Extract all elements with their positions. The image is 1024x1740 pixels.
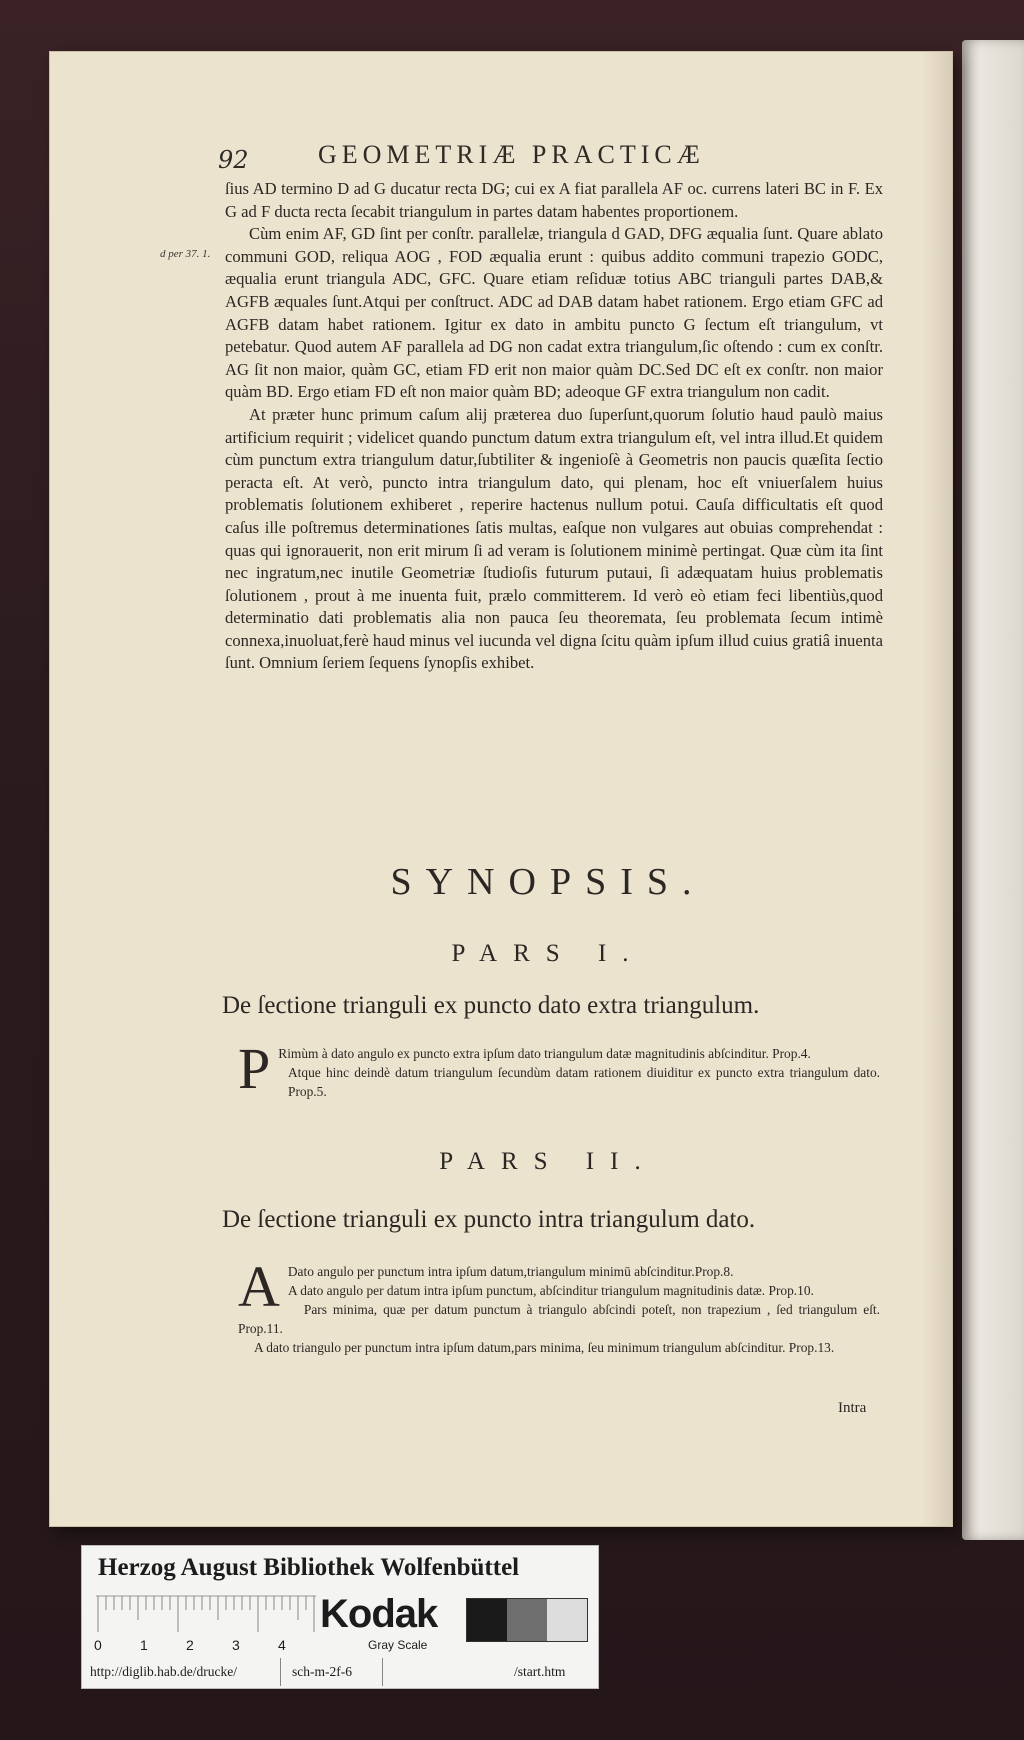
paragraph-3: At præter hunc primum caſum alij præterea duo ſuperſunt,quorum ſolutio haud paulò maius artificium requirit ; videlicet quando punctum datum extra triangulum eſt, vel intra illud.Et quidem cùm punctum extra triangulum datur,ſubtiliter & ingenioſè à Geometris non paucis quæſita ſectio peracta eſt. At verò, puncto intra triangulum dato, qui plenam, hoc eſt vniuerſalem huius problematis ſolutionem exhiberet , reperire hactenus nullum potui. Cauſa difficultatis eſt quod caſus ille poſtremus determinationes ſatis multas, eaſque non vulgares aut obuias comprehendat : quas qui ignorauerit, non erit mirum ſi ad veram is ſolutionem minimè pertingat. Quæ cùm ita ſint nec ingratum,nec inutile Geometriæ ſtudioſis futurum putaui, ſi adæquatam huius problematis ſolutionem , prout à me inuenta fuit, prælo committerem. Id verò eò etiam feci libentiùs,quod determinatio dati problematis alia non pauca ſeu theoremata, ſeu problemata ſecum intimè connexa,inuoluat,ferè haud minus vel iucunda vel digna ſcitu quàm ipſum illud cuius gratiâ inuenta ſunt. Omnium ſeriem ſequens ſynopſis exhibet. xyxy=(225,404,883,673)
pars-2-line-4: A dato triangulo per punctum intra ipſum datum,pars minima, ſeu minimum triangulum abſcinditur. Prop.13. xyxy=(254,1340,835,1355)
ruler-number: 4 xyxy=(278,1637,286,1653)
adjacent-page-edge xyxy=(962,40,1024,1540)
pars-2-text xyxy=(238,1254,880,1357)
kodak-brand: Kodak xyxy=(320,1592,438,1636)
library-scale-label xyxy=(81,1545,599,1689)
catchword: Intra xyxy=(838,1400,867,1416)
body-text xyxy=(225,178,883,675)
pars-1-line-1: Rimùm à dato angulo ex puncto extra ipſum dato triangulum datæ magnitudinis abſcinditur. Prop.4. xyxy=(278,1046,811,1061)
url-divider xyxy=(382,1658,383,1686)
pars-2-heading: PARS II. xyxy=(439,1148,657,1175)
synopsis-heading: SYNOPSIS. xyxy=(390,861,706,903)
pars-2-line-1: Dato angulo per punctum intra ipſum datum,triangulum minimū abſcinditur.Prop.8. xyxy=(287,1264,734,1279)
pars-2-line-3: Pars minima, quæ per datum punctum à triangulo abſcindi poteſt, non trapezium , ſed triangulum eſt. Prop.11. xyxy=(238,1302,880,1336)
url-divider xyxy=(280,1658,281,1686)
pars-1-line-2: Atque hinc deindè datum triangulum ſecundùm datam rationem diuiditur ex puncto extra triangulum dato. Prop.5. xyxy=(288,1065,880,1099)
swatch-light xyxy=(547,1599,587,1641)
url-end: /start.htm xyxy=(514,1664,566,1679)
ruler-number: 0 xyxy=(94,1637,102,1653)
page-number: 92 xyxy=(218,146,249,174)
ruler-number: 1 xyxy=(140,1637,148,1653)
url-row xyxy=(82,1658,598,1686)
pars-1-dropcap: P xyxy=(238,1036,271,1101)
pars-1-title: De ſectione trianguli ex puncto dato extra triangulum. xyxy=(222,992,760,1019)
pars-2-line-2: A dato angulo per datum intra ipſum punctum, abſcinditur triangulum magnitudinis datæ. Prop.10. xyxy=(288,1283,814,1298)
running-title: GEOMETRIÆ PRACTICÆ xyxy=(318,140,705,169)
pars-2-dropcap: A xyxy=(238,1254,280,1319)
url-base: http://diglib.hab.de/drucke/ xyxy=(90,1664,237,1679)
swatch-dark xyxy=(467,1599,507,1641)
shelfmark: sch-m-2f-6 xyxy=(292,1664,352,1679)
library-name: Herzog August Bibliothek Wolfenbüttel xyxy=(98,1554,520,1581)
pars-1-heading: PARS I. xyxy=(451,940,645,967)
paragraph-1: ſius AD termino D ad G ducatur recta DG; cui ex A fiat parallela AF oc. currens lateri BC in F. Ex G ad F ducta recta ſecabit triangulum in partes datam habentes proportionem. xyxy=(225,179,883,221)
grayscale-caption: Gray Scale xyxy=(368,1638,428,1652)
running-head xyxy=(218,140,818,174)
ruler-number: 3 xyxy=(232,1637,240,1653)
paragraph-2: Cùm enim AF, GD ſint per conſtr. parallelæ, triangula d GAD, DFG æqualia ſunt. Quare ablato communi GOD, reliqua AOG , FOD æqualia erunt : quibus addito communi trapezio GODC, æqualia erunt triangula ADC, GFC. Quare etiam reſiduæ totius ABC trianguli partes DAB,& AGFB æquales ſunt.Atqui per conſtruct. ADC ad DAB datam habet rationem. Ergo etiam GFC ad AGFB datam habet rationem. Igitur ex dato in ambitu puncto G ſectum eſt triangulum, vt petebatur. Quod autem AF parallela ad DG non cadat extra triangulum,ſic oſtendo : cum ex conſtr. AG ſit non maior, quàm GC, etiam FD erit non maior quàm DC.Sed DC eſt ex conſtr. non maior quàm BD. Ergo etiam FD eſt non maior quàm BD; adeoque GF extra triangulum non cadit. xyxy=(225,224,883,402)
ruler-number: 2 xyxy=(186,1637,194,1653)
pars-1-text xyxy=(238,1036,880,1101)
pars-2-title: De ſectione trianguli ex puncto intra triangulum dato. xyxy=(222,1206,756,1233)
gray-scale-swatches xyxy=(466,1598,588,1642)
margin-note: d per 37. 1. xyxy=(160,248,211,260)
swatch-mid xyxy=(507,1599,547,1641)
